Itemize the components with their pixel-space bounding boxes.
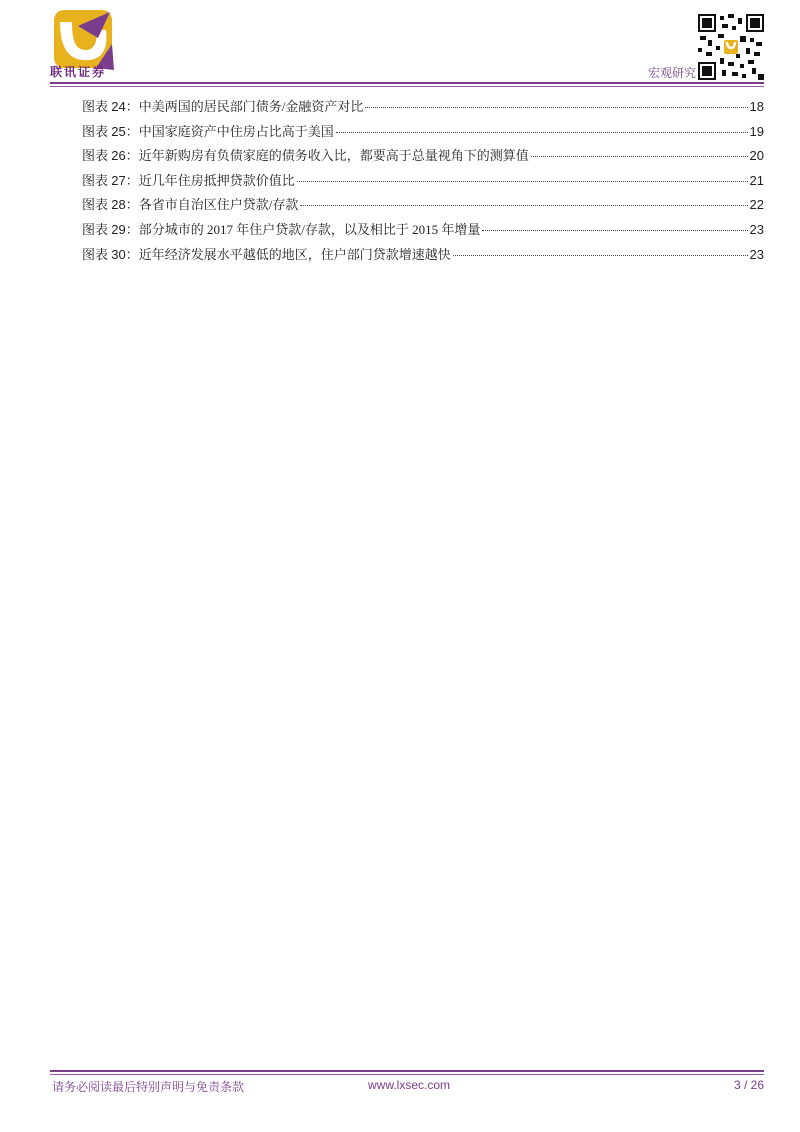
- toc-entry-prefix: 图表: [82, 99, 109, 114]
- dot-leader: [453, 255, 748, 256]
- toc-entry-number: 26: [111, 148, 126, 164]
- toc-entry[interactable]: 图表 29：部分城市的 2017 年住户贷款/存款，以及相比于 2015 年增量 23: [82, 221, 764, 237]
- toc-entry-number: 25: [111, 123, 126, 139]
- toc-entry-prefix: 图表: [82, 123, 109, 139]
- dot-leader: [531, 156, 748, 157]
- toc-entry[interactable]: 图表 24：中美两国的居民部门债务/金融资产对比 18: [82, 99, 764, 114]
- toc-entry-prefix: 图表: [82, 172, 109, 188]
- toc-entry[interactable]: 图表 26：近年新购房有负债家庭的债务收入比，都要高于总量视角下的测算值 20: [82, 148, 764, 164]
- toc-entry-number: 30: [111, 246, 126, 262]
- toc-entry[interactable]: 图表 25：中国家庭资产中住房占比高于美国 19: [82, 123, 764, 139]
- toc-entry[interactable]: 图表 28：各省市自治区住户贷款/存款 22: [82, 197, 764, 213]
- qr-code-icon: [698, 14, 764, 80]
- logo-wordmark: 联讯证券: [50, 65, 107, 79]
- toc-entry-page: 23: [749, 221, 764, 237]
- toc-entry-prefix: 图表: [82, 197, 109, 213]
- toc-entry-title: 近几年住房抵押贷款价值比: [138, 172, 295, 188]
- toc-entry-number: 28: [111, 197, 126, 213]
- toc-entry-prefix: 图表: [82, 246, 109, 262]
- dot-leader: [482, 230, 747, 231]
- toc-entry-prefix: 图表: [82, 221, 109, 237]
- dot-leader: [300, 205, 747, 206]
- toc-entry-number: 29: [111, 221, 126, 237]
- figure-index: [82, 96, 764, 268]
- dot-leader: [297, 181, 748, 182]
- footer-divider-thin: [50, 1074, 764, 1075]
- toc-entry-title: 近年经济发展水平越低的地区，住户部门贷款增速越快: [138, 246, 451, 262]
- toc-entry-title: 近年新购房有负债家庭的债务收入比，都要高于总量视角下的测算值: [138, 148, 529, 164]
- toc-entry-title: 中美两国的居民部门债务/金融资产对比: [138, 99, 364, 114]
- page-number: 3 / 26: [733, 1078, 764, 1092]
- toc-entry-page: 23: [749, 246, 764, 262]
- footer-divider: [50, 1070, 764, 1072]
- toc-entry-title: 各省市自治区住户贷款/存款: [138, 197, 299, 213]
- toc-entry-page: 20: [749, 148, 764, 164]
- toc-entry-title: 中国家庭资产中住房占比高于美国: [138, 123, 334, 139]
- header-divider: [50, 82, 764, 84]
- header-divider-thin: [50, 86, 764, 87]
- toc-entry-number: 27: [111, 172, 126, 188]
- toc-entry-page: 18: [749, 99, 764, 114]
- website-link[interactable]: www.lxsec.com: [368, 1078, 451, 1092]
- toc-entry-page: 19: [749, 123, 764, 139]
- dot-leader: [365, 107, 747, 108]
- toc-entry[interactable]: 图表 27：近几年住房抵押贷款价值比 21: [82, 172, 764, 188]
- toc-entry-page: 22: [749, 197, 764, 213]
- toc-entry-prefix: 图表: [82, 148, 109, 164]
- toc-entry-page: 21: [749, 172, 764, 188]
- report-category: 宏观研究: [648, 66, 697, 80]
- dot-leader: [336, 132, 748, 133]
- disclaimer-link[interactable]: 请务必阅读最后特别声明与免责条款: [52, 1080, 245, 1094]
- toc-entry-title: 部分城市的 2017 年住户贷款/存款，以及相比于 2015 年增量: [138, 221, 481, 237]
- toc-entry[interactable]: 图表 30：近年经济发展水平越低的地区，住户部门贷款增速越快 23: [82, 246, 764, 262]
- toc-entry-number: 24: [111, 99, 126, 114]
